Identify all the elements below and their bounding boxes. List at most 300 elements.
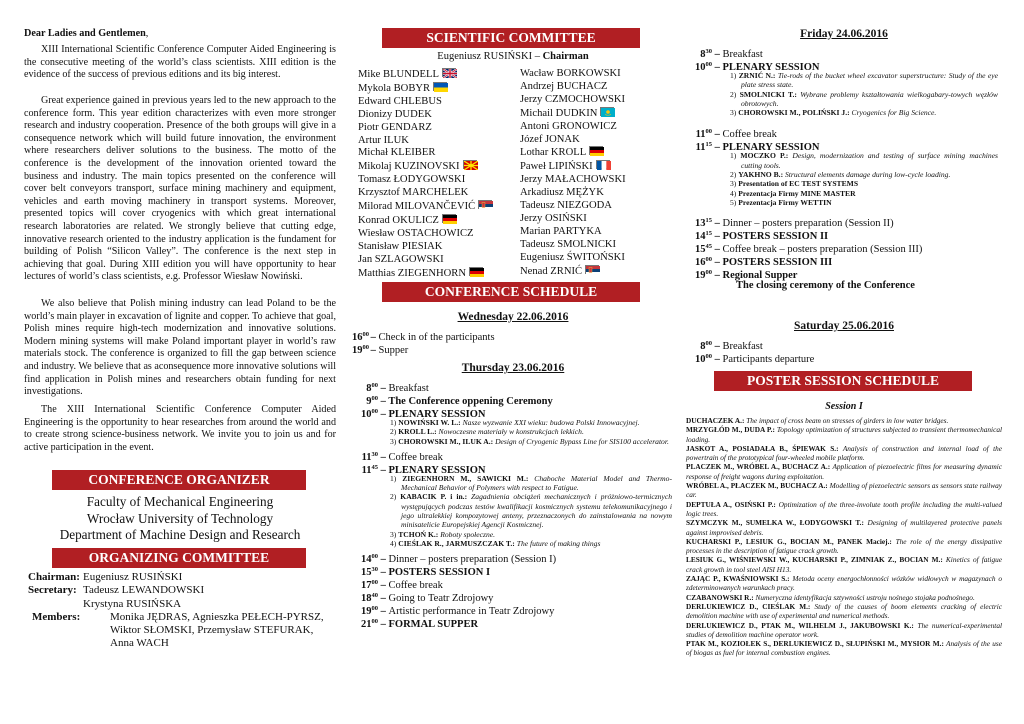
committee-member [520, 187, 674, 200]
schedule-time-hour: 21 [361, 619, 372, 631]
poster-authors: DEPTUŁA A., OSIŃSKI P.: [686, 499, 776, 509]
lecture-number: 3) [390, 436, 397, 446]
secretary-name-2: Krystyna RUSIŃSKA [83, 597, 182, 610]
schedule-dash: – [712, 231, 723, 243]
poster-entry [686, 555, 1002, 574]
committee-member-name: Edward CHLEBUS [358, 95, 442, 107]
committee-member-name: Eugeniusz ŚWITOŃSKI [520, 251, 625, 263]
schedule-time-hour: 17 [361, 580, 372, 592]
committee-member [520, 252, 674, 265]
schedule-time-hour: 11 [361, 451, 372, 463]
schedule-time-hour: 13 [695, 218, 706, 230]
lecture-number: 3) [390, 529, 397, 539]
committee-member [358, 135, 518, 148]
schedule-time-minute: 15 [705, 217, 712, 225]
schedule-time [352, 405, 378, 421]
schedule-time-hour: 14 [361, 554, 372, 566]
committee-member [358, 174, 518, 187]
schedule-time-minute: 00 [371, 579, 378, 587]
right-column [686, 0, 1002, 724]
letter-paragraph-2: Great experience gained in previous years led to the new approach to the conference form. This year edition characterizes with even more stronger research and industry cooperation. Presence of the both groups will give in a consequence network which will build future innovation, the environment where researchers deliver solutions to the business. The motto of the conference is the development of the innovation oriented toward the business and industry. The main topics presented on the conference will cover belt conveyors transport, surface mining machinery and equipment, vehicles and earth moving machinery in transport systems. Moreover, presented topics will cover cryogenics with which great international research laboratories are related. We strongly believe that cutting edge, innovative research oriented to the industry application is the fundament for building of Polish “Silicon Valley”. The conference is the next step in achieving that goal. During XIII edition you will have opportunity to hear lectures of world’s class scientists, e.g. Professor Wiesław Nowiński. [24, 95, 336, 283]
wednesday-title: Wednesday 22.06.2016 [457, 311, 569, 323]
poster-authors: WRÓBEL A., PŁACZEK M., BUCHACZ A.: [686, 481, 828, 491]
lecture-authors: KROLL L.: [398, 427, 437, 437]
committee-member [520, 68, 674, 81]
poster-entry [686, 500, 1002, 519]
schedule-time-minute: 15 [705, 230, 712, 238]
schedule-item [686, 350, 1002, 363]
middle-column [352, 0, 674, 724]
lecture-authors: YAKHNO B.: [738, 170, 784, 180]
lecture-title: Design, modernization and testing of surface mining machines cutting tools. [741, 151, 999, 170]
schedule-dash: – [712, 49, 723, 60]
poster-entry [686, 518, 1002, 537]
schedule-time-minute: 00 [705, 128, 712, 136]
schedule-dash: – [378, 383, 389, 394]
chairman-label: Chairman: [28, 571, 80, 583]
lecture-authors: MOCZKO P.: [740, 151, 789, 161]
committee-member-name: Tadeusz NIEZGODA [520, 200, 612, 212]
schedule-dash: – [378, 619, 389, 631]
schedule-time-hour: 16 [695, 257, 706, 269]
schedule-time [686, 138, 712, 154]
lecture-authors: CIEŚLAK R., JARMUSZCZAK T.: [398, 538, 515, 548]
plenary-lecture [730, 179, 998, 188]
uk-flag-icon [442, 68, 456, 77]
poster-entry [686, 444, 1002, 463]
lecture-number: 1) [730, 151, 737, 161]
lecture-title: Zagadnienia obciążeń mechanicznych i próżniowo-termicznych występujących podczas testów kwalifikacji kosmicznych systemu telekomunikacyjnego i jego ultralekkiej kompozytowej anteny, przeznaczonych do zainstalowania na nowym minisatelicie Europejskiej Agencji Kosmicznej. [401, 492, 672, 530]
schedule-time-hour: 15 [695, 244, 706, 256]
schedule-dash: – [712, 142, 723, 154]
schedule-item [686, 45, 1002, 58]
poster-session-header: POSTER SESSION SCHEDULE [714, 371, 972, 391]
schedule-time-hour: 11 [695, 142, 706, 154]
schedule-time-minute: 00 [371, 618, 378, 626]
schedule-time-minute: 30 [371, 450, 378, 458]
saturday-title: Saturday 25.06.2016 [794, 320, 894, 332]
ukraine-flag-icon [433, 82, 447, 91]
poster-title: Optimization of the three-involute tooth profile including the multi-valued logic trees. [686, 499, 1002, 518]
schedule-item [352, 461, 674, 474]
schedule-time-hour: 8 [700, 341, 706, 352]
schedule-activity: Regional Supper [722, 270, 798, 282]
schedule-time [686, 266, 712, 282]
committee-member-name: Mike BLUNDELL [358, 69, 439, 80]
poster-title: Metoda oceny energochłonności wózków widłowych w magazynach o zdeterminowanych warunkach pracy. [686, 574, 1002, 593]
organizer-faculty: Faculty of Mechanical Engineering [86, 494, 274, 509]
committee-member-name: Józef JONAK [520, 133, 580, 145]
plenary-lecture-list [730, 71, 998, 117]
schedule-activity: Dinner – posters preparation (Session I) [388, 554, 557, 566]
plenary-lecture-list [730, 151, 998, 207]
committee-member [358, 200, 518, 214]
schedule-time-minute: 00 [705, 353, 712, 360]
lecture-number: 1) [730, 71, 737, 80]
schedule-time [352, 341, 368, 357]
scientific-committee-left-list [358, 68, 518, 281]
schedule-time [686, 58, 712, 74]
lecture-number: 4) [730, 188, 737, 198]
committee-member-name: Artur ILUK [358, 134, 409, 146]
lecture-title: Wybrane problemy kształtowania wielkogabary-towych węzłów obrotowych. [741, 89, 998, 108]
germany-flag-icon [589, 146, 603, 155]
secretary-name-1: Tadeusz LEWANDOWSKI [83, 584, 205, 597]
schedule-activity: PLENARY SESSION [722, 62, 820, 73]
poster-entry [686, 481, 1002, 500]
committee-member [358, 214, 518, 228]
thursday-schedule [352, 379, 674, 631]
committee-member [358, 109, 518, 122]
schedule-dash: – [378, 396, 389, 407]
committee-member-name: Lothar KROLL [520, 147, 587, 159]
poster-title: Application of piezoelectric films for measuring dynamic response of freight wagons during exploitation. [686, 462, 1002, 481]
salutation: Dear Ladies and Gentlemen, [24, 28, 149, 39]
organizer-university: Wrocław University of Technology [86, 510, 274, 526]
closing-ceremony: The closing ceremony of the Conference [736, 280, 915, 292]
poster-title: Topology optimization of structures subjected to transient thermomechanical loading. [686, 425, 1002, 444]
schedule-item [352, 602, 674, 618]
lecture-title: Chaboche Material Model and Thermo-Mechanical Behavior of Polymers with respect to Fatigue. [401, 473, 672, 493]
schedule-activity: Check in of the participants [378, 332, 495, 343]
schedule-item [686, 58, 1002, 71]
letter-paragraph-3: We also believe that Polish mining industry can lead Poland to be the world’s main player in excavation of lignite and copper. To achieve that goal, Polish mines require high-tech modernization and innovative solutions. Modern mining systems will make Poland important player in world’s raw materials stock. The conference is organized to fill the gap between science and industry. We believe that as aconsequence more innovative solutions will find application in Polish mines and researchers obtain funding for next investigations. [24, 298, 337, 398]
committee-member-name: Jerzy CZMOCHOWSKI [520, 93, 626, 105]
committee-member-name: Mikolaj KUZINOVSKI [358, 161, 460, 173]
schedule-dash: – [368, 345, 379, 356]
schedule-item [686, 125, 1002, 141]
schedule-time-hour: 8 [366, 383, 372, 394]
wednesday-schedule [352, 328, 674, 354]
committee-member [520, 107, 674, 121]
schedule-time-minute: 15 [705, 141, 712, 149]
poster-authors: KUCHARSKI P., LESIUK G., BOCIAN M., PANEK Maciej.: [686, 536, 892, 546]
schedule-item [686, 266, 1002, 282]
schedule-item [352, 576, 674, 592]
poster-entry [686, 593, 1002, 602]
lecture-authors: CHOROWSKI M., ILUK A.: [398, 436, 494, 446]
committee-member-name: Jan SZLAGOWSKI [358, 253, 444, 265]
poster-title: Analysis of construction and internal load of the powertrain of the prototypical four-wheeled mobile platform. [686, 443, 1002, 463]
plenary-lecture [730, 189, 998, 198]
schedule-time-hour: 9 [366, 396, 372, 407]
schedule-time-minute: 00 [362, 344, 369, 351]
organizer-department: Department of Machine Design and Research [59, 527, 301, 542]
poster-title: Modelling of piezoelectric sensors as sensors state railway car. [686, 481, 1002, 500]
schedule-activity: Coffee break [388, 451, 443, 463]
committee-member [520, 265, 674, 279]
poster-authors: DUCHACZEK A.: [686, 416, 745, 425]
plenary-lecture [730, 151, 998, 170]
committee-member-name: Konrad OKULICZ [358, 214, 439, 226]
serbia-flag-icon [478, 200, 492, 209]
committee-member [520, 226, 674, 239]
friday-schedule [686, 45, 1002, 292]
plenary-lecture [390, 437, 672, 446]
schedule-time-minute: 00 [371, 395, 378, 402]
poster-entry [686, 416, 1002, 425]
poster-authors: CZABANOWSKI R.: [686, 592, 754, 602]
schedule-activity: Dinner – posters preparation (Session II) [722, 218, 894, 230]
committee-member [358, 160, 518, 174]
lecture-number: 3) [730, 179, 737, 189]
schedule-item [686, 227, 1002, 243]
schedule-item [352, 563, 674, 579]
members-line-3: Anna WACH [110, 637, 169, 650]
schedule-time-hour: 8 [700, 49, 706, 60]
committee-member-name: Paweł LIPIŃSKI [520, 161, 593, 173]
lecture-title: The future of making things [514, 538, 601, 548]
committee-member-name: Tadeusz SMOLNICKI [520, 238, 617, 250]
committee-member [520, 81, 674, 94]
poster-entry [686, 574, 1002, 593]
scientific-committee-right-list [520, 68, 674, 279]
poster-title: Numeryczna identyfikacja sztywności ustroju nośnego stojaka podnośnego. [753, 592, 975, 602]
plenary-lecture [730, 90, 998, 109]
schedule-item [352, 448, 674, 461]
committee-member [358, 254, 518, 267]
lecture-authors: CHOROWSKI M., POLIŃSKI J.: [738, 108, 850, 118]
plenary-lecture [730, 170, 998, 179]
lecture-number: 2) [730, 170, 737, 180]
schedule-dash: – [378, 409, 389, 420]
letter-paragraph-4: The XIII International Scientific Conference Computer Aided Engineering is the opportunity to hear researches from around the world and to create strong science-business network. We invite you to join us and for active participation in the event. [24, 404, 336, 453]
committee-member [520, 121, 674, 134]
committee-member [358, 122, 518, 135]
schedule-activity: POSTERS SESSION II [722, 231, 829, 243]
lecture-number: 2) [390, 492, 397, 502]
poster-authors: PTAK M., KOZIOŁEK S., DERLUKIEWICZ D., SŁUPIŃSKI M., MYSIOR M.: [686, 639, 944, 649]
schedule-item [686, 138, 1002, 154]
schedule-item [352, 550, 674, 566]
schedule-time-hour: 10 [361, 409, 372, 420]
lecture-authors: ZIEGENHORN M., SAWICKI M.: [402, 473, 529, 483]
schedule-activity: The Conference oppening Ceremony [388, 396, 553, 407]
poster-entry [686, 462, 1002, 481]
schedule-time-minute: 00 [371, 382, 378, 389]
schedule-time-hour: 15 [361, 567, 372, 579]
committee-member-name: Michał KLEIBER [358, 147, 436, 159]
schedule-time-hour: 10 [695, 62, 706, 73]
poster-authors: LESIUK G., WIŚNIEWSKI W., KUCHARSKI P., ZIMNIAK Z., BOCIAN M.: [686, 555, 943, 565]
plenary-lecture-list [390, 418, 672, 446]
poster-title: The impact of cross beam on stresses of girders in low water bridges. [744, 416, 949, 425]
schedule-activity: Coffee break [722, 129, 777, 141]
schedule-dash: – [378, 464, 389, 476]
schedule-time-minute: 45 [371, 463, 378, 471]
schedule-dash: – [378, 451, 389, 463]
schedule-time-hour: 19 [352, 345, 363, 356]
schedule-dash: – [378, 554, 389, 566]
poster-authors: DERLUKIEWICZ D., CIEŚLAK M.: [686, 601, 811, 611]
schedule-time-hour: 18 [361, 593, 372, 605]
plenary-lecture [390, 474, 672, 493]
schedule-dash: – [712, 218, 723, 230]
schedule-time-hour: 19 [361, 606, 372, 618]
schedule-item [352, 379, 674, 392]
lecture-authors: NOWIŃSKI W. L.: [398, 418, 461, 427]
committee-member [358, 267, 518, 281]
schedule-dash: – [378, 606, 389, 618]
poster-title: Designing of multilayered protective panels against improvised debris. [686, 518, 1002, 537]
committee-member [520, 160, 674, 174]
schedule-time-hour: 19 [695, 270, 706, 282]
committee-member-name: Milorad MILOVANČEVIĆ [358, 201, 476, 213]
schedule-dash: – [712, 257, 723, 269]
lecture-title: Nasze wyzwanie XXI wieku: budowa Polski Innowacyjnej. [460, 418, 640, 427]
lecture-authors: KABACIK P. i in.: [400, 492, 468, 502]
organizing-committee-list [24, 571, 336, 651]
lecture-title: Nowoczesne materiały w konstrukcjach lekkich. [436, 427, 584, 437]
committee-member-name: Antoni GRONOWICZ [520, 120, 617, 132]
conference-schedule-header: CONFERENCE SCHEDULE [382, 282, 640, 302]
committee-member [358, 241, 518, 254]
schedule-activity: FORMAL SUPPER [388, 619, 479, 631]
committee-member-name: Wacław BORKOWSKI [520, 68, 621, 79]
scientific-committee-header: SCIENTIFIC COMMITTEE [382, 28, 640, 48]
lecture-number: 3) [730, 108, 737, 118]
schedule-time-minute: 40 [371, 592, 378, 600]
committee-member [520, 174, 674, 187]
lecture-authors: Prezentacja Firmy WETTIN [738, 197, 832, 207]
schedule-time [686, 350, 712, 366]
poster-authors: DERLUKIEWICZ D., PTAK M., WILHELM J., JAKUBOWSKI K.: [686, 620, 914, 630]
committee-member [520, 239, 674, 252]
lecture-title: Structural elements damage during low-cycle loading. [783, 170, 951, 180]
members-line-2: Wiktor SŁOMSKI, Przemysław STEFURAK, [110, 624, 314, 637]
plenary-lecture [390, 492, 672, 529]
poster-authors: ZAJĄC P., KWAŚNIOWSKI S.: [686, 574, 790, 584]
organizing-committee-header: ORGANIZING COMMITTEE [52, 548, 306, 568]
committee-member-name: Wiesław OSTACHOWICZ [358, 227, 474, 239]
poster-entry [686, 537, 1002, 556]
committee-member-name: Matthias ZIEGENHORN [358, 267, 466, 279]
plenary-lecture [730, 198, 998, 207]
committee-member-name: Piotr GENDARZ [358, 121, 432, 133]
schedule-time [352, 615, 378, 631]
schedule-dash: – [712, 62, 723, 73]
germany-flag-icon [442, 214, 456, 223]
schedule-time-minute: 30 [371, 566, 378, 574]
schedule-item [352, 328, 674, 341]
schedule-dash: – [368, 332, 379, 343]
poster-title: The numerical-experimental studies of demolition machine operator work. [686, 620, 1002, 639]
schedule-activity: Breakfast [722, 341, 763, 352]
schedule-item [352, 341, 674, 354]
poster-title: Study of the causes of boom elements cracking of electric demolition machine with use of experimental and numerical methods. [686, 601, 1003, 621]
poster-entry [686, 602, 1002, 621]
schedule-activity: Participants departure [722, 354, 815, 365]
schedule-time-minute: 00 [371, 408, 378, 415]
schedule-item [686, 253, 1002, 269]
poster-session-list [686, 416, 1002, 658]
germany-flag-icon [469, 267, 483, 276]
schedule-time-minute: 00 [705, 340, 712, 347]
saturday-schedule [686, 337, 1002, 363]
schedule-dash: – [378, 567, 389, 579]
committee-member-name: Michail DUDKIN [520, 107, 598, 119]
poster-authors: PLACZEK M., WRÓBEL A., BUCHACZ A.: [686, 462, 831, 472]
schedule-time-minute: 00 [705, 61, 712, 68]
schedule-activity: Going to Teatr Zdrojowy [388, 593, 494, 605]
plenary-lecture [390, 530, 672, 539]
members-line-1: Monika JĘDRAS, Agnieszka PEŁECH-PYRSZ, [110, 610, 324, 623]
lecture-title: Design of Cryogenic Bypass Line for SIS100 accelerator. [493, 436, 669, 446]
lecture-authors: SMOLNICKI T.: [739, 89, 797, 99]
lecture-number: 1) [390, 418, 397, 427]
schedule-dash: – [712, 270, 723, 282]
lecture-number: 1) [390, 473, 397, 483]
schedule-activity: Coffee break [388, 580, 443, 592]
plenary-lecture-list [390, 474, 672, 548]
lecture-authors: Prezentacja Firmy MINE MASTER [738, 188, 856, 198]
lecture-title: Roboty społeczne. [438, 529, 496, 539]
schedule-dash: – [712, 354, 723, 365]
schedule-activity: PLENARY SESSION [722, 142, 820, 154]
serbia-flag-icon [585, 265, 599, 274]
poster-title: Analysis of the use of biogas as fuel for internal combustion engines. [686, 639, 1002, 658]
committee-member [520, 146, 674, 160]
schedule-activity: PLENARY SESSION [388, 409, 486, 420]
schedule-item [686, 214, 1002, 230]
committee-member-name: Tomasz ŁODYGOWSKI [358, 174, 466, 186]
macedonia-flag-icon [463, 160, 477, 169]
schedule-time-minute: 00 [362, 331, 369, 338]
schedule-dash: – [712, 244, 723, 256]
plenary-lecture [730, 71, 998, 90]
committee-member [358, 187, 518, 200]
poster-authors: JASKOT A., POSIADAŁA B., ŚPIEWAK S.: [686, 443, 839, 453]
schedule-item [686, 240, 1002, 256]
schedule-activity: Artistic performance in Teatr Zdrojowy [388, 606, 555, 618]
committee-member [358, 228, 518, 241]
committee-member [520, 200, 674, 213]
committee-member-name: Krzysztof MARCHELEK [358, 187, 469, 199]
schedule-time-hour: 11 [695, 129, 706, 141]
secretary-label: Secretary: [28, 584, 77, 597]
plenary-lecture [390, 539, 672, 548]
lecture-authors: ZRNIĆ N.: [738, 71, 776, 80]
lecture-number: 5) [730, 197, 737, 207]
schedule-time [352, 461, 378, 477]
letter-paragraph-1: XIII International Scientific Conference Computer Aided Engineering is the consecutive meeting of the world’s class scientists. XIII edition is the evidence of the success of previous editions and its big interest. [24, 44, 336, 81]
schedule-time-hour: 14 [695, 231, 706, 243]
schedule-item [352, 615, 674, 631]
plenary-lecture [390, 427, 672, 436]
schedule-item [352, 392, 674, 405]
committee-member-name: Stanisław PIESIAK [358, 240, 443, 252]
committee-member-name: Jerzy OSIŃSKI [520, 212, 587, 224]
schedule-time-minute: 00 [371, 605, 378, 613]
lecture-title: Tie-rods of the bucket wheel excavator superstructure: Study of the eye plate stress state. [741, 71, 998, 90]
lecture-number: 4) [390, 538, 397, 548]
schedule-dash: – [378, 593, 389, 605]
kazakhstan-flag-icon [600, 107, 614, 116]
poster-session-title: Session I [825, 401, 863, 412]
schedule-time-hour: 16 [352, 332, 363, 343]
thursday-title: Thursday 23.06.2016 [461, 362, 565, 374]
france-flag-icon [596, 160, 610, 169]
schedule-item [686, 337, 1002, 350]
schedule-time-minute: 00 [705, 256, 712, 264]
schedule-time-hour: 10 [695, 354, 706, 365]
schedule-dash: – [378, 580, 389, 592]
lecture-authors: Presentation of EC TEST SYSTEMS [738, 179, 859, 189]
committee-member [520, 94, 674, 107]
members-label: Members: [32, 610, 81, 623]
committee-member [358, 82, 518, 96]
conference-organizer-header: CONFERENCE ORGANIZER [52, 470, 306, 490]
